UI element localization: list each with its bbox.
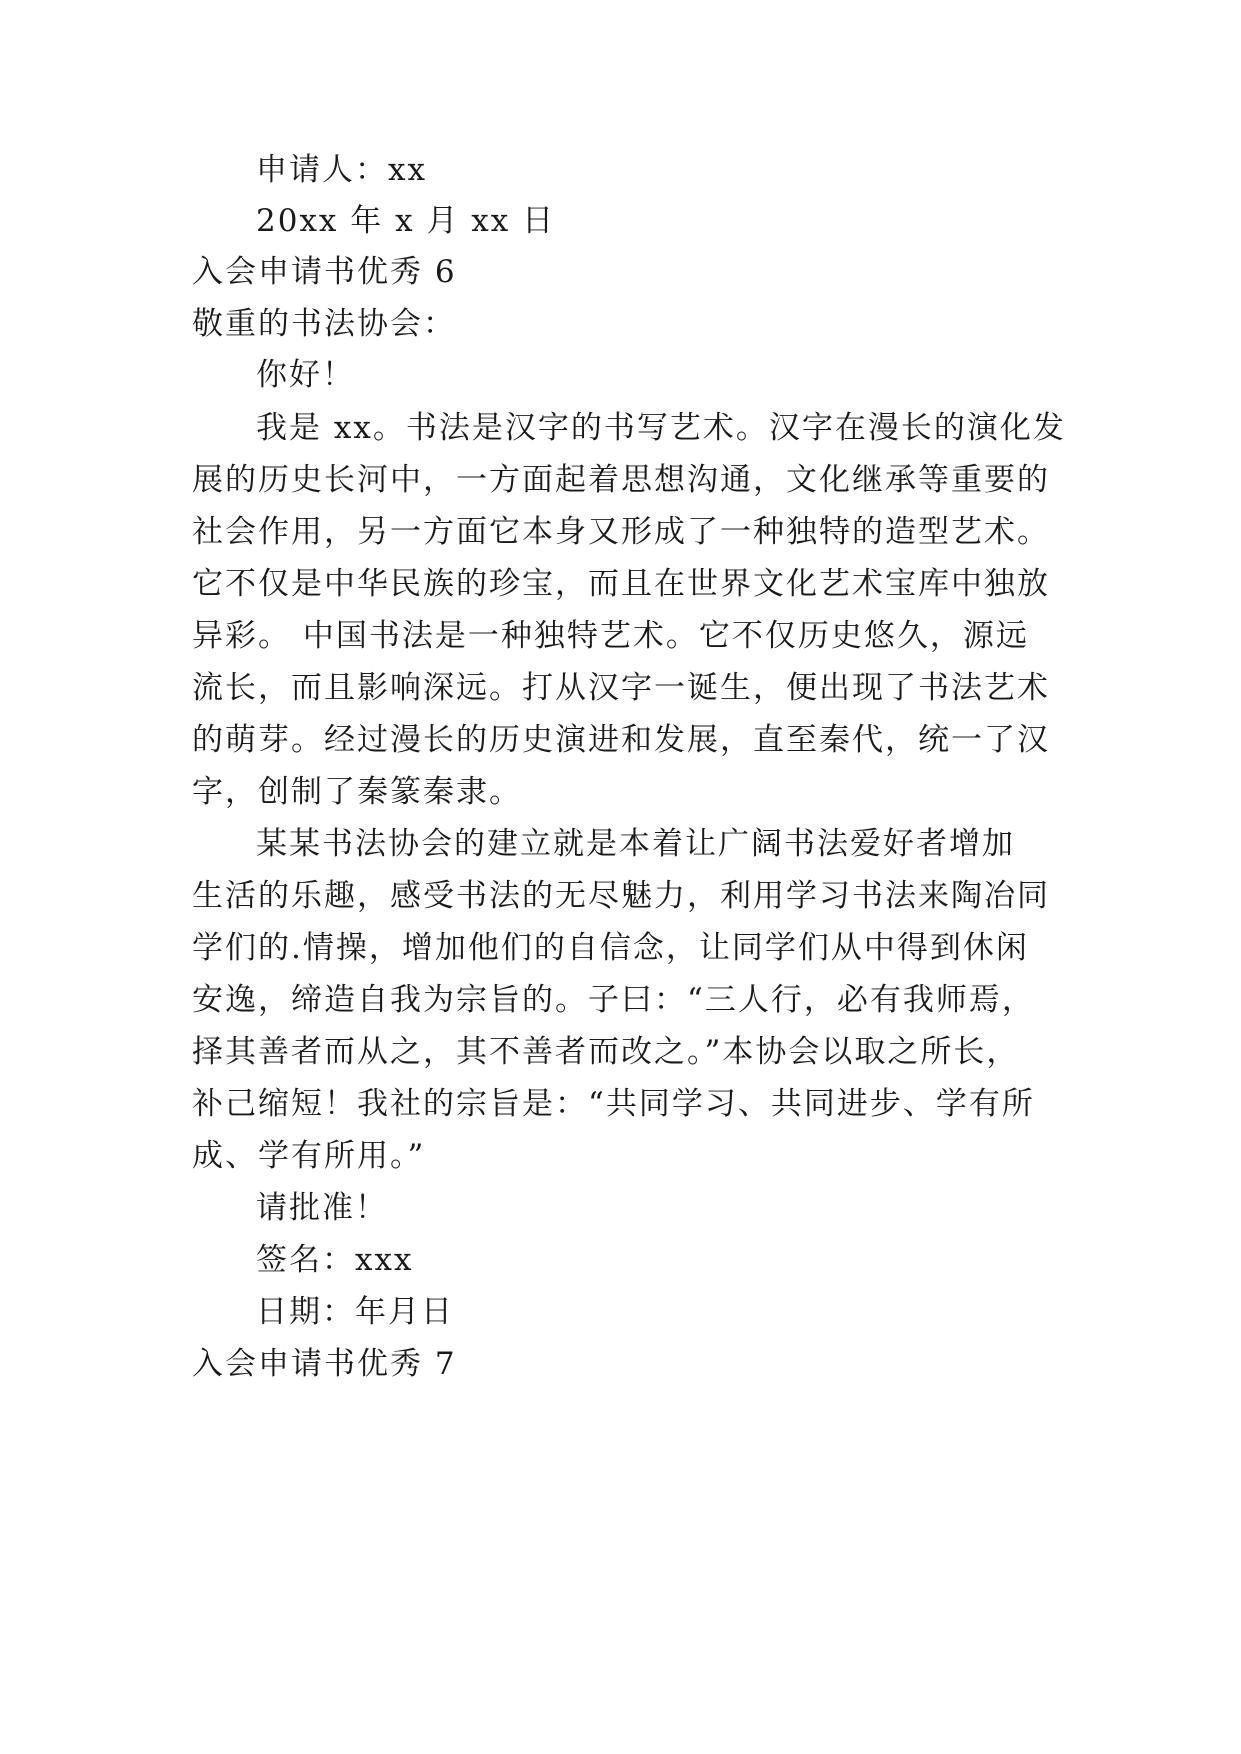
paragraph-line: 展的历史长河中，一方面起着思想沟通，文化继承等重要的 xyxy=(192,462,1050,498)
signature-line: 签名：xxx xyxy=(256,1242,414,1278)
paragraph-line: 我是 xx。书法是汉字的书写艺术。汉字在漫长的演化发 xyxy=(256,410,1066,446)
paragraph-line: 学们的.情操，增加他们的自信念，让同学们从中得到休闲 xyxy=(192,930,1029,966)
paragraph-line: 生活的乐趣，感受书法的无尽魅力，利用学习书法来陶冶同 xyxy=(192,878,1050,914)
closing-line: 请批准！ xyxy=(256,1190,388,1226)
paragraph-line: 社会作用，另一方面它本身又形成了一种独特的造型艺术。 xyxy=(192,514,1050,550)
paragraph-line: 字，创制了秦篆秦隶。 xyxy=(192,774,522,810)
paragraph-line: 的萌芽。经过漫长的历史演进和发展，直至秦代，统一了汉 xyxy=(192,722,1050,758)
date-line: 20xx 年 x 月 xx 日 xyxy=(256,203,556,239)
section-title: 入会申请书优秀 6 xyxy=(192,254,457,290)
sign-date-line: 日期：年月日 xyxy=(256,1294,454,1330)
paragraph-line: 安逸，缔造自我为宗旨的。子曰：“三人行，必有我师焉， xyxy=(192,982,1035,1018)
paragraph-line: 某某书法协会的建立就是本着让广阔书法爱好者增加 xyxy=(256,826,1015,862)
greeting: 你好！ xyxy=(256,357,355,393)
section-title: 入会申请书优秀 7 xyxy=(192,1346,457,1382)
salutation: 敬重的书法协会： xyxy=(192,306,456,342)
applicant-line: 申请人：xx xyxy=(256,152,427,188)
paragraph-line: 补己缩短！我社的宗旨是：“共同学习、共同进步、学有所 xyxy=(192,1086,1035,1122)
paragraph-line: 异彩。 中国书法是一种独特艺术。它不仅历史悠久，源远 xyxy=(192,618,1029,654)
paragraph-line: 流长，而且影响深远。打从汉字一诞生，便出现了书法艺术 xyxy=(192,670,1050,706)
paragraph-line: 它不仅是中华民族的珍宝，而且在世界文化艺术宝库中独放 xyxy=(192,566,1050,602)
paragraph-line: 择其善者而从之，其不善者而改之。”本协会以取之所长， xyxy=(192,1034,1020,1070)
paragraph-line: 成、学有所用。” xyxy=(192,1138,426,1174)
